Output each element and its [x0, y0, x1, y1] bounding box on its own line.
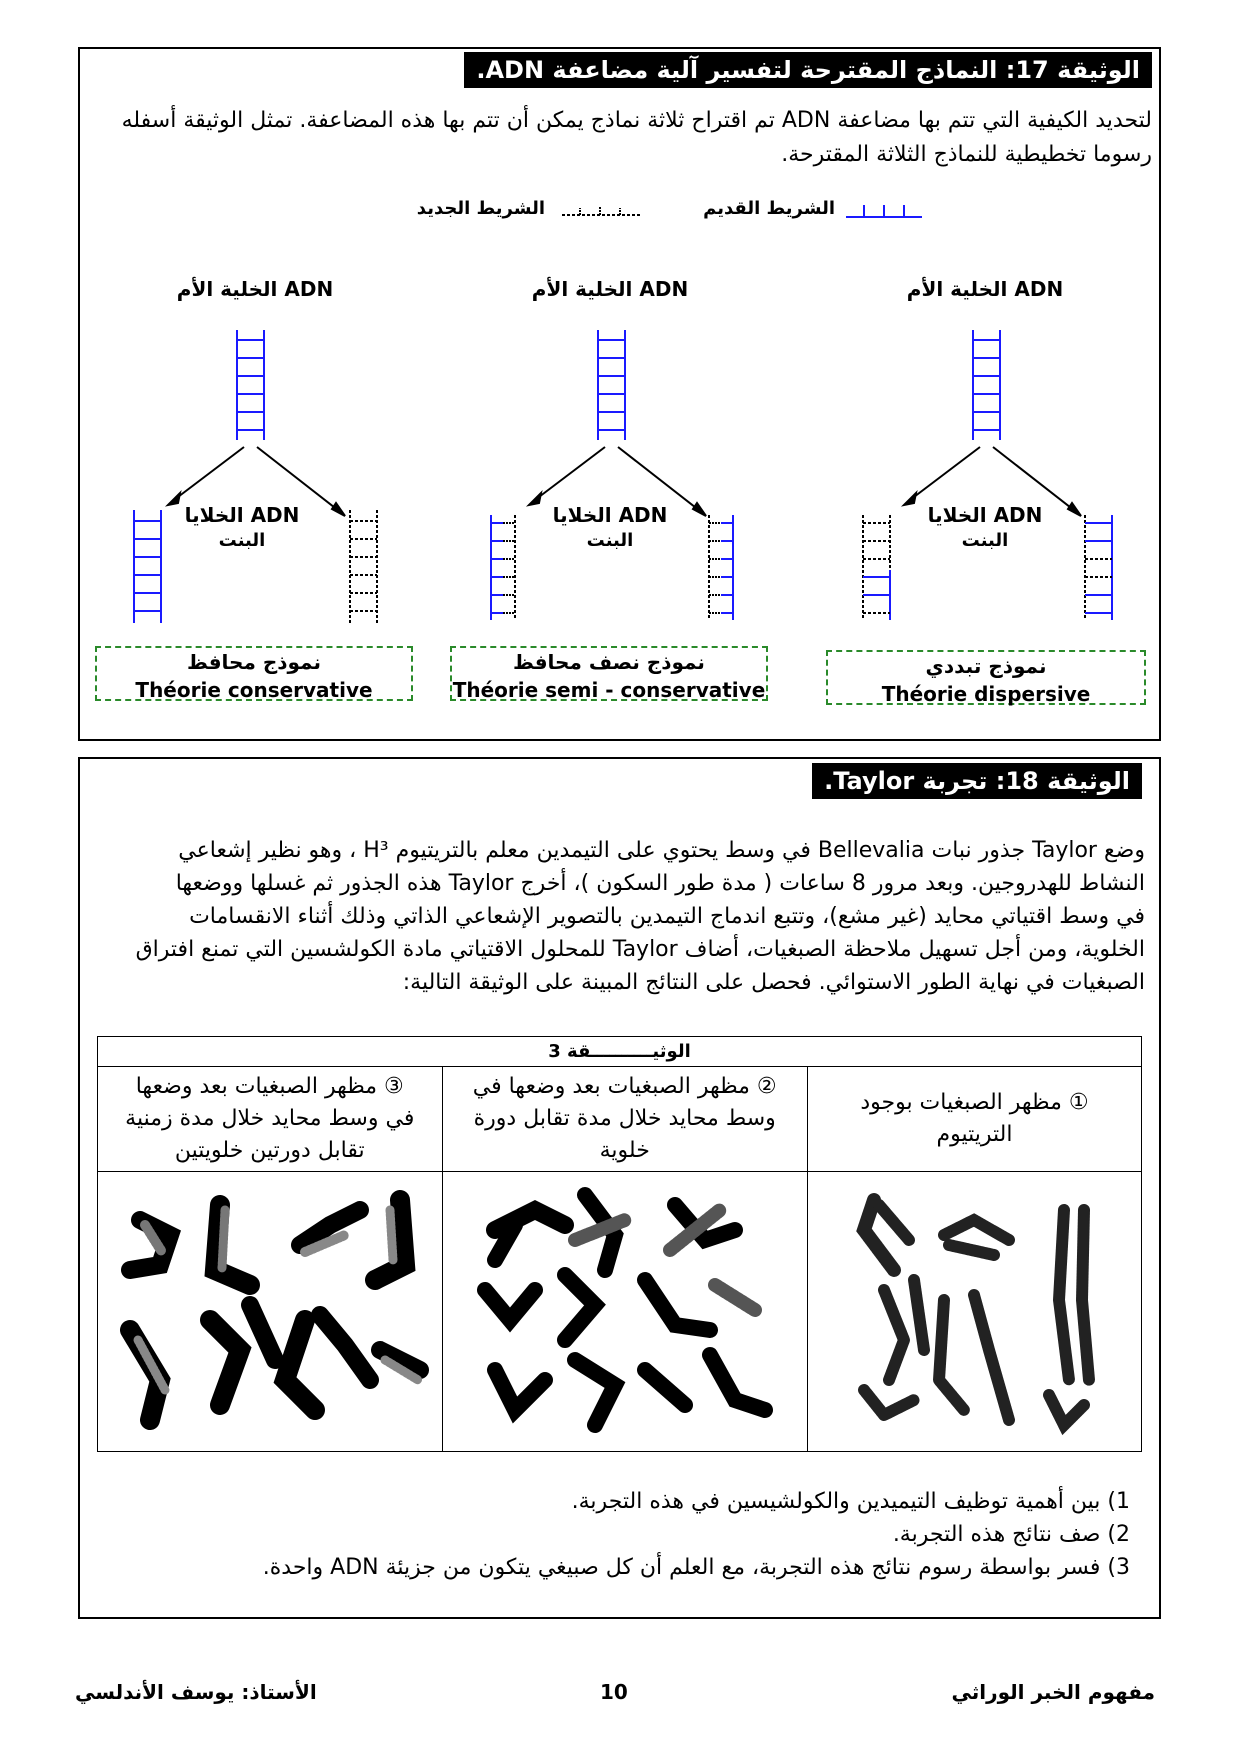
model-dispersive-name-fr: Théorie dispersive	[881, 682, 1091, 706]
column-1-image	[807, 1172, 1141, 1452]
model-dispersive-mother-label: ADN الخلية الأم	[906, 277, 1064, 301]
column-1-header: ① مظهر الصبغيات بوجود التريتيوم	[807, 1067, 1141, 1172]
model-conservative-box	[95, 646, 413, 701]
model-conservative-daughter-label-2: البنت	[218, 530, 266, 551]
doc18-text-line-2: النشاط للهدروجين. وبعد مرور 8 ساعات ( مدة طور السكون )، أخرج Taylor هذه الجذور ثم غسلها ووضعها	[175, 871, 1145, 896]
column-2-header: ② مظهر الصبغيات بعد وضعها في وسط محايد خلال مدة تقابل دورة خلوية	[442, 1067, 807, 1172]
model-semi-daughter-label-2: البنت	[586, 530, 634, 551]
legend-old-label: الشريط القديم	[703, 198, 835, 219]
model-dispersive-diagram	[850, 325, 1140, 635]
model-semi-daughter-label-1: ADN الخلايا	[552, 503, 668, 527]
model-semi-diagram	[475, 325, 765, 635]
model-semi-box	[450, 646, 768, 701]
doc17-intro-line2: رسوما تخطيطية للنماذج الثلاثة المقترحة.	[781, 142, 1152, 167]
chromosomes-tritium-image	[824, 1180, 1124, 1440]
model-dispersive-daughter-label-1: ADN الخلايا	[927, 503, 1043, 527]
model-semi-mother-label: ADN الخلية الأم	[531, 277, 689, 301]
legend-old-strand	[846, 202, 922, 220]
model-conservative-diagram	[120, 325, 410, 635]
model-conservative-name-ar: نموذج محافظ	[187, 650, 321, 674]
model-dispersive-daughter-label-2: البنت	[961, 530, 1009, 551]
doc18-text-line-4: الخلوية، ومن أجل تسهيل ملاحظة الصبغيات، أضاف Taylor للمحلول الاقتياتي مادة الكولشسين التي تمنع افتراق	[135, 937, 1145, 962]
chromosomes-two-cycles-image	[100, 1180, 440, 1440]
doc18-text-line-3: في وسط اقتياتي محايد (غير مشع)، وتتبع اندماج التيمدين بالتصوير الإشعاعي الذاتي وذلك أثناء الانقسامات	[189, 904, 1145, 929]
chromosomes-one-cycle-image	[455, 1180, 795, 1440]
column-2-image	[442, 1172, 807, 1452]
model-dispersive-name-ar: نموذج تبددي	[925, 654, 1047, 678]
question-1: 1) بين أهمية توظيف التيميدين والكولشيسين في هذه التجربة.	[571, 1489, 1130, 1514]
legend-new-strand	[562, 202, 642, 220]
observation-table	[97, 1036, 1142, 1452]
observation-table-title: الوثيــــــــــقة 3	[98, 1037, 1142, 1067]
footer-page-number: 10	[600, 1680, 628, 1704]
question-2: 2) صف نتائج هذه التجربة.	[892, 1522, 1130, 1547]
doc17-title: الوثيقة 17: النماذج المقترحة لتفسير آلية مضاعفة ADN.	[464, 52, 1152, 88]
doc17-intro-line1: لتحديد الكيفية التي تتم بها مضاعفة ADN تم اقتراح ثلاثة نماذج يمكن أن تتم بها هذه المضاعفة. تمثل الوثيقة أسفله	[121, 108, 1152, 133]
column-3-header: ③ مظهر الصبغيات بعد وضعها في وسط محايد خلال مدة زمنية تقابل دورتين خلويتين	[98, 1067, 443, 1172]
doc18-text-line-5: الصبغيات في نهاية الطور الاستوائي. فحصل على النتائج المبينة على الوثيقة التالية:	[402, 970, 1145, 995]
doc18-title: الوثيقة 18: تجربة Taylor.	[812, 763, 1142, 799]
model-semi-name-ar: نموذج نصف محافظ	[513, 650, 705, 674]
model-conservative-daughter-label-1: ADN الخلايا	[184, 503, 300, 527]
footer-subject: مفهوم الخبر الوراثي	[951, 1680, 1155, 1704]
model-dispersive-box	[826, 650, 1146, 705]
model-conservative-name-fr: Théorie conservative	[135, 678, 373, 702]
question-3: 3) فسر بواسطة رسوم نتائج هذه التجربة، مع العلم أن كل صبيغي يتكون من جزيئة ADN واحدة.	[262, 1555, 1130, 1580]
doc18-text-line-1: وضع Taylor جذور نبات Bellevalia في وسط يحتوي على التيمدين معلم بالتريتيوم H³ ، وهو نظير إشعاعي	[178, 838, 1145, 863]
model-conservative-mother-label: ADN الخلية الأم	[176, 277, 334, 301]
model-semi-name-fr: Théorie semi - conservative	[452, 678, 766, 702]
legend-new-label: الشريط الجديد	[416, 198, 545, 219]
footer-teacher: الأستاذ: يوسف الأندلسي	[75, 1680, 317, 1704]
column-3-image	[98, 1172, 443, 1452]
